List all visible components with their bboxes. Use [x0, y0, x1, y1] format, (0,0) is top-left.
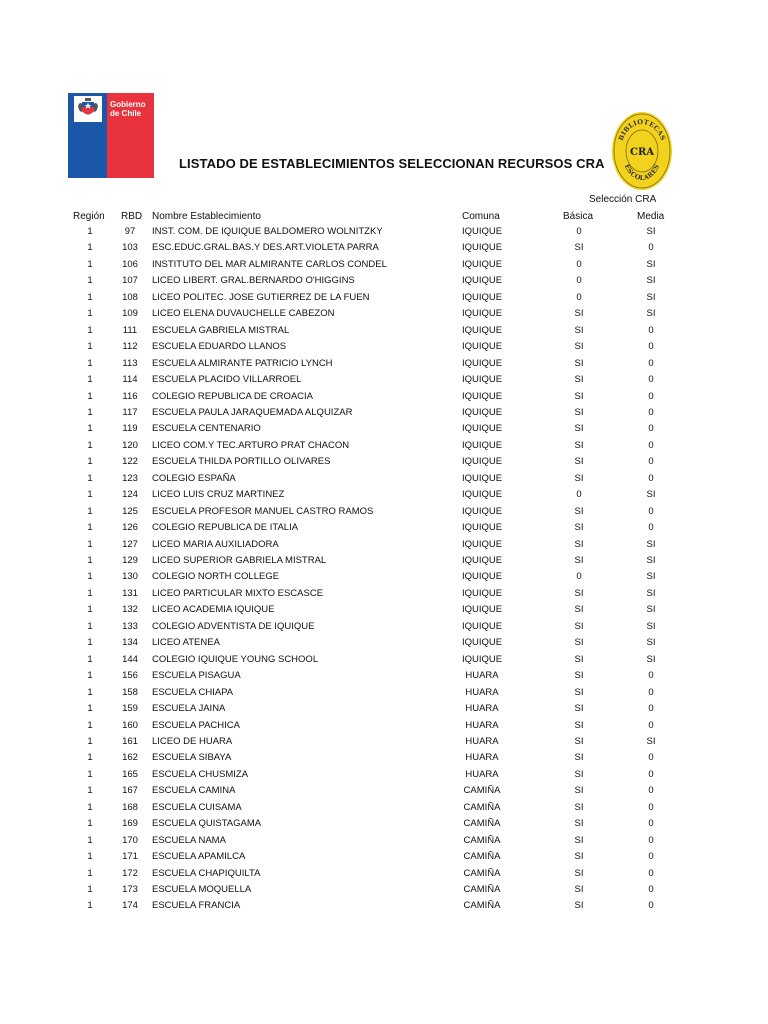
- cell-basica: 0: [576, 489, 582, 501]
- header-basica: Básica: [563, 211, 594, 222]
- cell-comuna: IQUIQUE: [461, 374, 503, 386]
- cell-comuna: IQUIQUE: [461, 406, 503, 418]
- cell-rbd: 127: [122, 538, 138, 550]
- cell-region: 1: [87, 341, 93, 353]
- cell-basica: SI: [574, 308, 584, 320]
- cell-name: ESCUELA APAMILCA: [152, 851, 246, 863]
- cell-name: ESCUELA SIBAYA: [152, 752, 232, 764]
- cell-comuna: IQUIQUE: [461, 439, 503, 451]
- cell-comuna: HUARA: [465, 735, 499, 747]
- cell-rbd: 117: [122, 406, 138, 418]
- header-region: Región: [73, 211, 105, 222]
- cell-media: 0: [648, 686, 654, 698]
- cell-comuna: IQUIQUE: [461, 587, 503, 599]
- cell-media: 0: [648, 456, 654, 468]
- header-media: Media: [637, 211, 665, 222]
- cell-name: ESCUELA FRANCIA: [152, 900, 241, 912]
- cell-comuna: IQUIQUE: [461, 571, 503, 583]
- cell-rbd: 97: [124, 226, 136, 237]
- cell-comuna: IQUIQUE: [461, 620, 503, 632]
- cell-region: 1: [87, 390, 93, 402]
- cell-name: INSTITUTO DEL MAR ALMIRANTE CARLOS CONDEL: [152, 258, 387, 270]
- cell-rbd: 103: [122, 242, 138, 254]
- cell-media: SI: [646, 291, 656, 303]
- cell-region: 1: [87, 785, 93, 797]
- cell-comuna: CAMIÑA: [463, 801, 501, 813]
- cell-comuna: CAMIÑA: [463, 851, 501, 863]
- cell-media: 0: [648, 423, 654, 435]
- cell-comuna: IQUIQUE: [461, 653, 503, 665]
- cell-name: ESCUELA CHUSMIZA: [152, 768, 249, 780]
- cell-basica: SI: [574, 555, 584, 566]
- cell-media: 0: [648, 242, 654, 254]
- cell-region: 1: [87, 604, 93, 616]
- cell-name: LICEO LUIS CRUZ MARTINEZ: [152, 489, 285, 501]
- cell-comuna: IQUIQUE: [461, 357, 503, 369]
- cell-rbd: 114: [122, 374, 138, 386]
- cell-rbd: 156: [122, 670, 138, 682]
- cell-region: 1: [87, 258, 93, 270]
- cell-comuna: IQUIQUE: [461, 275, 503, 287]
- cell-basica: SI: [574, 818, 584, 830]
- cell-region: 1: [87, 489, 93, 501]
- cell-name: ESCUELA PLACIDO VILLARROEL: [152, 374, 302, 386]
- cell-comuna: IQUIQUE: [461, 242, 503, 254]
- cell-comuna: CAMIÑA: [463, 818, 501, 830]
- cell-basica: SI: [574, 900, 584, 912]
- cell-name: ESCUELA GABRIELA MISTRAL: [152, 324, 290, 336]
- cell-basica: SI: [574, 637, 584, 649]
- cell-region: 1: [87, 538, 93, 550]
- cell-media: 0: [648, 703, 654, 715]
- cell-basica: SI: [574, 390, 584, 402]
- cell-rbd: 159: [122, 703, 138, 715]
- cell-region: 1: [87, 275, 93, 287]
- cell-rbd: 172: [122, 867, 138, 879]
- cell-region: 1: [87, 439, 93, 451]
- cell-comuna: HUARA: [465, 719, 499, 731]
- bibliotecas-escolares-cra-seal: [611, 111, 673, 191]
- cell-basica: SI: [574, 801, 584, 813]
- cell-media: 0: [648, 785, 654, 797]
- cell-comuna: IQUIQUE: [461, 423, 503, 435]
- cell-media: 0: [648, 768, 654, 780]
- cell-rbd: 108: [122, 291, 138, 303]
- cell-media: SI: [646, 555, 656, 566]
- cell-region: 1: [87, 423, 93, 435]
- cell-comuna: IQUIQUE: [461, 341, 503, 353]
- cell-media: SI: [646, 226, 656, 237]
- cell-basica: SI: [574, 522, 584, 534]
- cell-region: 1: [87, 571, 93, 583]
- cell-basica: SI: [574, 620, 584, 632]
- cell-basica: SI: [574, 423, 584, 435]
- cell-media: 0: [648, 851, 654, 863]
- document-title: LISTADO DE ESTABLECIMIENTOS SELECCIONAN RECURSOS CRA: [179, 156, 605, 171]
- cell-basica: SI: [574, 670, 584, 682]
- cell-basica: SI: [574, 703, 584, 715]
- cell-media: SI: [646, 587, 656, 599]
- cell-region: 1: [87, 670, 93, 682]
- cell-name: LICEO POLITEC. JOSE GUTIERREZ DE LA FUEN: [152, 291, 370, 303]
- logo-text: [110, 101, 146, 118]
- cell-name: ESCUELA PACHICA: [152, 719, 240, 731]
- cell-name: LICEO COM.Y TEC.ARTURO PRAT CHACON: [152, 439, 350, 451]
- cell-basica: SI: [574, 851, 584, 863]
- cell-name: COLEGIO NORTH COLLEGE: [152, 571, 280, 583]
- cell-region: 1: [87, 867, 93, 879]
- cell-region: 1: [87, 653, 93, 665]
- cell-name: ESCUELA CAMINA: [152, 785, 236, 797]
- cell-name: LICEO ELENA DUVAUCHELLE CABEZON: [152, 308, 335, 320]
- cell-rbd: 120: [122, 439, 138, 451]
- cell-media: SI: [646, 637, 656, 649]
- cell-comuna: IQUIQUE: [461, 226, 503, 237]
- cell-region: 1: [87, 291, 93, 303]
- cell-region: 1: [87, 834, 93, 846]
- cell-region: 1: [87, 719, 93, 731]
- cell-basica: SI: [574, 456, 584, 468]
- cell-region: 1: [87, 900, 93, 912]
- cell-basica: SI: [574, 719, 584, 731]
- cell-name: ESCUELA NAMA: [152, 834, 226, 846]
- cell-name: LICEO ATENEA: [152, 637, 220, 649]
- cell-rbd: 112: [122, 341, 138, 353]
- cell-rbd: 109: [122, 308, 138, 320]
- cell-name: ESC.EDUC.GRAL.BAS.Y DES.ART.VIOLETA PARRA: [152, 242, 379, 254]
- cell-rbd: 107: [122, 275, 138, 287]
- cell-rbd: 169: [122, 818, 138, 830]
- cell-basica: SI: [574, 242, 584, 254]
- seal-bottom-text: ESCOLARES: [622, 163, 662, 183]
- cell-media: SI: [646, 275, 656, 287]
- cell-basica: SI: [574, 867, 584, 879]
- cell-name: ESCUELA EDUARDO LLANOS: [152, 341, 287, 353]
- cell-media: SI: [646, 538, 656, 550]
- cell-rbd: 158: [122, 686, 138, 698]
- gobierno-de-chile-logo: [68, 93, 154, 178]
- cell-rbd: 134: [122, 637, 138, 649]
- cell-region: 1: [87, 456, 93, 468]
- cell-rbd: 124: [122, 489, 138, 501]
- cell-media: 0: [648, 884, 654, 895]
- cell-comuna: HUARA: [465, 703, 499, 715]
- cell-name: ESCUELA JAINA: [152, 703, 226, 715]
- cell-region: 1: [87, 242, 93, 254]
- cell-media: 0: [648, 818, 654, 830]
- cell-basica: SI: [574, 834, 584, 846]
- cell-basica: SI: [574, 752, 584, 764]
- cell-basica: 0: [576, 226, 582, 237]
- cell-rbd: 174: [122, 900, 138, 912]
- cell-name: INST. COM. DE IQUIQUE BALDOMERO WOLNITZKY: [152, 226, 383, 237]
- seal-center-text: CRA: [629, 147, 655, 158]
- cell-rbd: 116: [122, 390, 138, 402]
- cell-region: 1: [87, 324, 93, 336]
- cell-basica: SI: [574, 324, 584, 336]
- cell-basica: SI: [574, 604, 584, 616]
- cell-name: ESCUELA QUISTAGAMA: [152, 818, 262, 830]
- cell-rbd: 162: [122, 752, 138, 764]
- cell-media: 0: [648, 900, 654, 912]
- cell-name: COLEGIO REPUBLICA DE ITALIA: [152, 522, 299, 534]
- cell-comuna: IQUIQUE: [461, 505, 503, 517]
- cell-name: ESCUELA THILDA PORTILLO OLIVARES: [152, 456, 331, 468]
- cell-media: SI: [646, 489, 656, 501]
- cell-name: ESCUELA PROFESOR MANUEL CASTRO RAMOS: [152, 505, 374, 517]
- cell-comuna: IQUIQUE: [461, 637, 503, 649]
- cell-basica: 0: [576, 571, 582, 583]
- cell-media: 0: [648, 390, 654, 402]
- cell-region: 1: [87, 587, 93, 599]
- cell-media: SI: [646, 653, 656, 665]
- cell-rbd: 167: [122, 785, 138, 797]
- cell-rbd: 173: [122, 884, 138, 895]
- cell-rbd: 160: [122, 719, 138, 731]
- cell-rbd: 106: [122, 258, 138, 270]
- cell-comuna: HUARA: [465, 752, 499, 764]
- cell-region: 1: [87, 505, 93, 517]
- cell-media: SI: [646, 258, 656, 270]
- cell-basica: SI: [574, 538, 584, 550]
- cell-comuna: HUARA: [465, 670, 499, 682]
- cell-region: 1: [87, 374, 93, 386]
- cell-comuna: CAMIÑA: [463, 834, 501, 846]
- cell-rbd: 133: [122, 620, 138, 632]
- logo-blue-panel: [68, 93, 107, 178]
- cell-media: 0: [648, 867, 654, 879]
- cell-comuna: IQUIQUE: [461, 538, 503, 550]
- cell-media: 0: [648, 472, 654, 484]
- cell-name: LICEO DE HUARA: [152, 735, 233, 747]
- logo-text-line1: Gobierno: [110, 100, 146, 109]
- cell-media: 0: [648, 324, 654, 336]
- cell-comuna: IQUIQUE: [461, 489, 503, 501]
- cell-comuna: HUARA: [465, 686, 499, 698]
- cell-region: 1: [87, 357, 93, 369]
- cell-media: SI: [646, 571, 656, 583]
- cell-rbd: 165: [122, 768, 138, 780]
- cell-rbd: 131: [122, 587, 138, 599]
- cell-rbd: 113: [122, 357, 138, 369]
- cell-media: 0: [648, 357, 654, 369]
- cell-region: 1: [87, 884, 93, 895]
- cell-name: COLEGIO ADVENTISTA DE IQUIQUE: [152, 620, 315, 632]
- header-name: Nombre Establecimiento: [152, 211, 261, 222]
- cell-media: 0: [648, 801, 654, 813]
- cell-rbd: 122: [122, 456, 138, 468]
- cell-comuna: IQUIQUE: [461, 324, 503, 336]
- cell-rbd: 111: [122, 324, 138, 336]
- cell-name: COLEGIO ESPAÑA: [152, 472, 236, 484]
- cell-region: 1: [87, 472, 93, 484]
- cell-comuna: IQUIQUE: [461, 291, 503, 303]
- cell-region: 1: [87, 686, 93, 698]
- cell-name: ESCUELA PISAGUA: [152, 670, 241, 682]
- cell-basica: SI: [574, 357, 584, 369]
- cell-basica: SI: [574, 341, 584, 353]
- cell-basica: SI: [574, 472, 584, 484]
- cell-region: 1: [87, 752, 93, 764]
- cell-comuna: IQUIQUE: [461, 390, 503, 402]
- cell-rbd: 170: [122, 834, 138, 846]
- cell-region: 1: [87, 851, 93, 863]
- cell-media: SI: [646, 604, 656, 616]
- cell-rbd: 129: [122, 555, 138, 566]
- cell-comuna: IQUIQUE: [461, 472, 503, 484]
- cell-rbd: 119: [122, 423, 138, 435]
- cell-basica: 0: [576, 291, 582, 303]
- cell-rbd: 161: [122, 735, 138, 747]
- cell-comuna: CAMIÑA: [463, 884, 501, 895]
- cell-comuna: IQUIQUE: [461, 555, 503, 566]
- cell-name: ESCUELA CUISAMA: [152, 801, 242, 813]
- header-rbd: RBD: [121, 211, 143, 222]
- cell-basica: SI: [574, 653, 584, 665]
- cell-comuna: HUARA: [465, 768, 499, 780]
- cell-region: 1: [87, 555, 93, 566]
- cell-comuna: CAMIÑA: [463, 900, 501, 912]
- cell-media: 0: [648, 752, 654, 764]
- cell-region: 1: [87, 620, 93, 632]
- cell-rbd: 132: [122, 604, 138, 616]
- cell-name: ESCUELA ALMIRANTE PATRICIO LYNCH: [152, 357, 333, 369]
- cell-region: 1: [87, 406, 93, 418]
- cell-name: LICEO LIBERT. GRAL.BERNARDO O'HIGGINS: [152, 275, 355, 287]
- cell-comuna: IQUIQUE: [461, 522, 503, 534]
- header-comuna: Comuna: [462, 211, 500, 222]
- cell-media: 0: [648, 834, 654, 846]
- cra-seal-icon: [611, 111, 673, 191]
- cell-media: 0: [648, 719, 654, 731]
- cell-rbd: 126: [122, 522, 138, 534]
- cell-basica: SI: [574, 374, 584, 386]
- cell-region: 1: [87, 226, 93, 237]
- cell-region: 1: [87, 735, 93, 747]
- cell-basica: SI: [574, 884, 584, 895]
- cell-region: 1: [87, 637, 93, 649]
- cell-region: 1: [87, 818, 93, 830]
- cell-rbd: 168: [122, 801, 138, 813]
- cell-media: 0: [648, 505, 654, 517]
- logo-text-line2: de Chile: [110, 108, 142, 118]
- cell-basica: SI: [574, 686, 584, 698]
- cell-name: LICEO MARIA AUXILIADORA: [152, 538, 279, 550]
- cell-name: LICEO SUPERIOR GABRIELA MISTRAL: [152, 555, 327, 566]
- cell-name: ESCUELA MOQUELLA: [152, 884, 252, 895]
- cell-media: 0: [648, 341, 654, 353]
- cell-comuna: CAMIÑA: [463, 867, 501, 879]
- cell-basica: 0: [576, 275, 582, 287]
- cell-comuna: IQUIQUE: [461, 308, 503, 320]
- cell-basica: SI: [574, 505, 584, 517]
- cell-basica: SI: [574, 439, 584, 451]
- cell-comuna: IQUIQUE: [461, 456, 503, 468]
- cell-comuna: IQUIQUE: [461, 604, 503, 616]
- cell-name: ESCUELA CHIAPA: [152, 686, 234, 698]
- cell-comuna: CAMIÑA: [463, 785, 501, 797]
- seal-top-text: BIBLIOTECAS: [616, 117, 668, 142]
- cell-region: 1: [87, 522, 93, 534]
- cell-rbd: 125: [122, 505, 138, 517]
- cell-name: LICEO ACADEMIA IQUIQUE: [152, 604, 275, 616]
- cell-media: 0: [648, 670, 654, 682]
- cell-region: 1: [87, 703, 93, 715]
- cell-media: 0: [648, 522, 654, 534]
- logo-red-panel: [107, 93, 154, 178]
- cell-rbd: 123: [122, 472, 138, 484]
- cell-name: ESCUELA CHAPIQUILTA: [152, 867, 261, 879]
- cell-name: LICEO PARTICULAR MIXTO ESCASCE: [152, 587, 324, 599]
- cell-name: ESCUELA PAULA JARAQUEMADA ALQUIZAR: [152, 406, 353, 418]
- cell-name: COLEGIO REPUBLICA DE CROACIA: [152, 390, 314, 402]
- cell-media: 0: [648, 374, 654, 386]
- cell-media: 0: [648, 439, 654, 451]
- cell-comuna: IQUIQUE: [461, 258, 503, 270]
- cell-basica: SI: [574, 785, 584, 797]
- cell-rbd: 130: [122, 571, 138, 583]
- cell-region: 1: [87, 768, 93, 780]
- chile-crest-icon: [74, 96, 102, 122]
- cell-region: 1: [87, 801, 93, 813]
- cell-media: SI: [646, 735, 656, 747]
- cell-media: 0: [648, 406, 654, 418]
- cell-rbd: 171: [122, 851, 138, 863]
- cell-basica: 0: [576, 258, 582, 270]
- cell-basica: SI: [574, 587, 584, 599]
- seleccion-cra-header: Selección CRA: [589, 194, 657, 205]
- cell-name: ESCUELA CENTENARIO: [152, 423, 261, 435]
- cell-media: SI: [646, 620, 656, 632]
- cell-basica: SI: [574, 406, 584, 418]
- cell-rbd: 144: [122, 653, 138, 665]
- cell-region: 1: [87, 308, 93, 320]
- cell-basica: SI: [574, 735, 584, 747]
- cell-basica: SI: [574, 768, 584, 780]
- cell-name: COLEGIO IQUIQUE YOUNG SCHOOL: [152, 653, 319, 665]
- cell-media: SI: [646, 308, 656, 320]
